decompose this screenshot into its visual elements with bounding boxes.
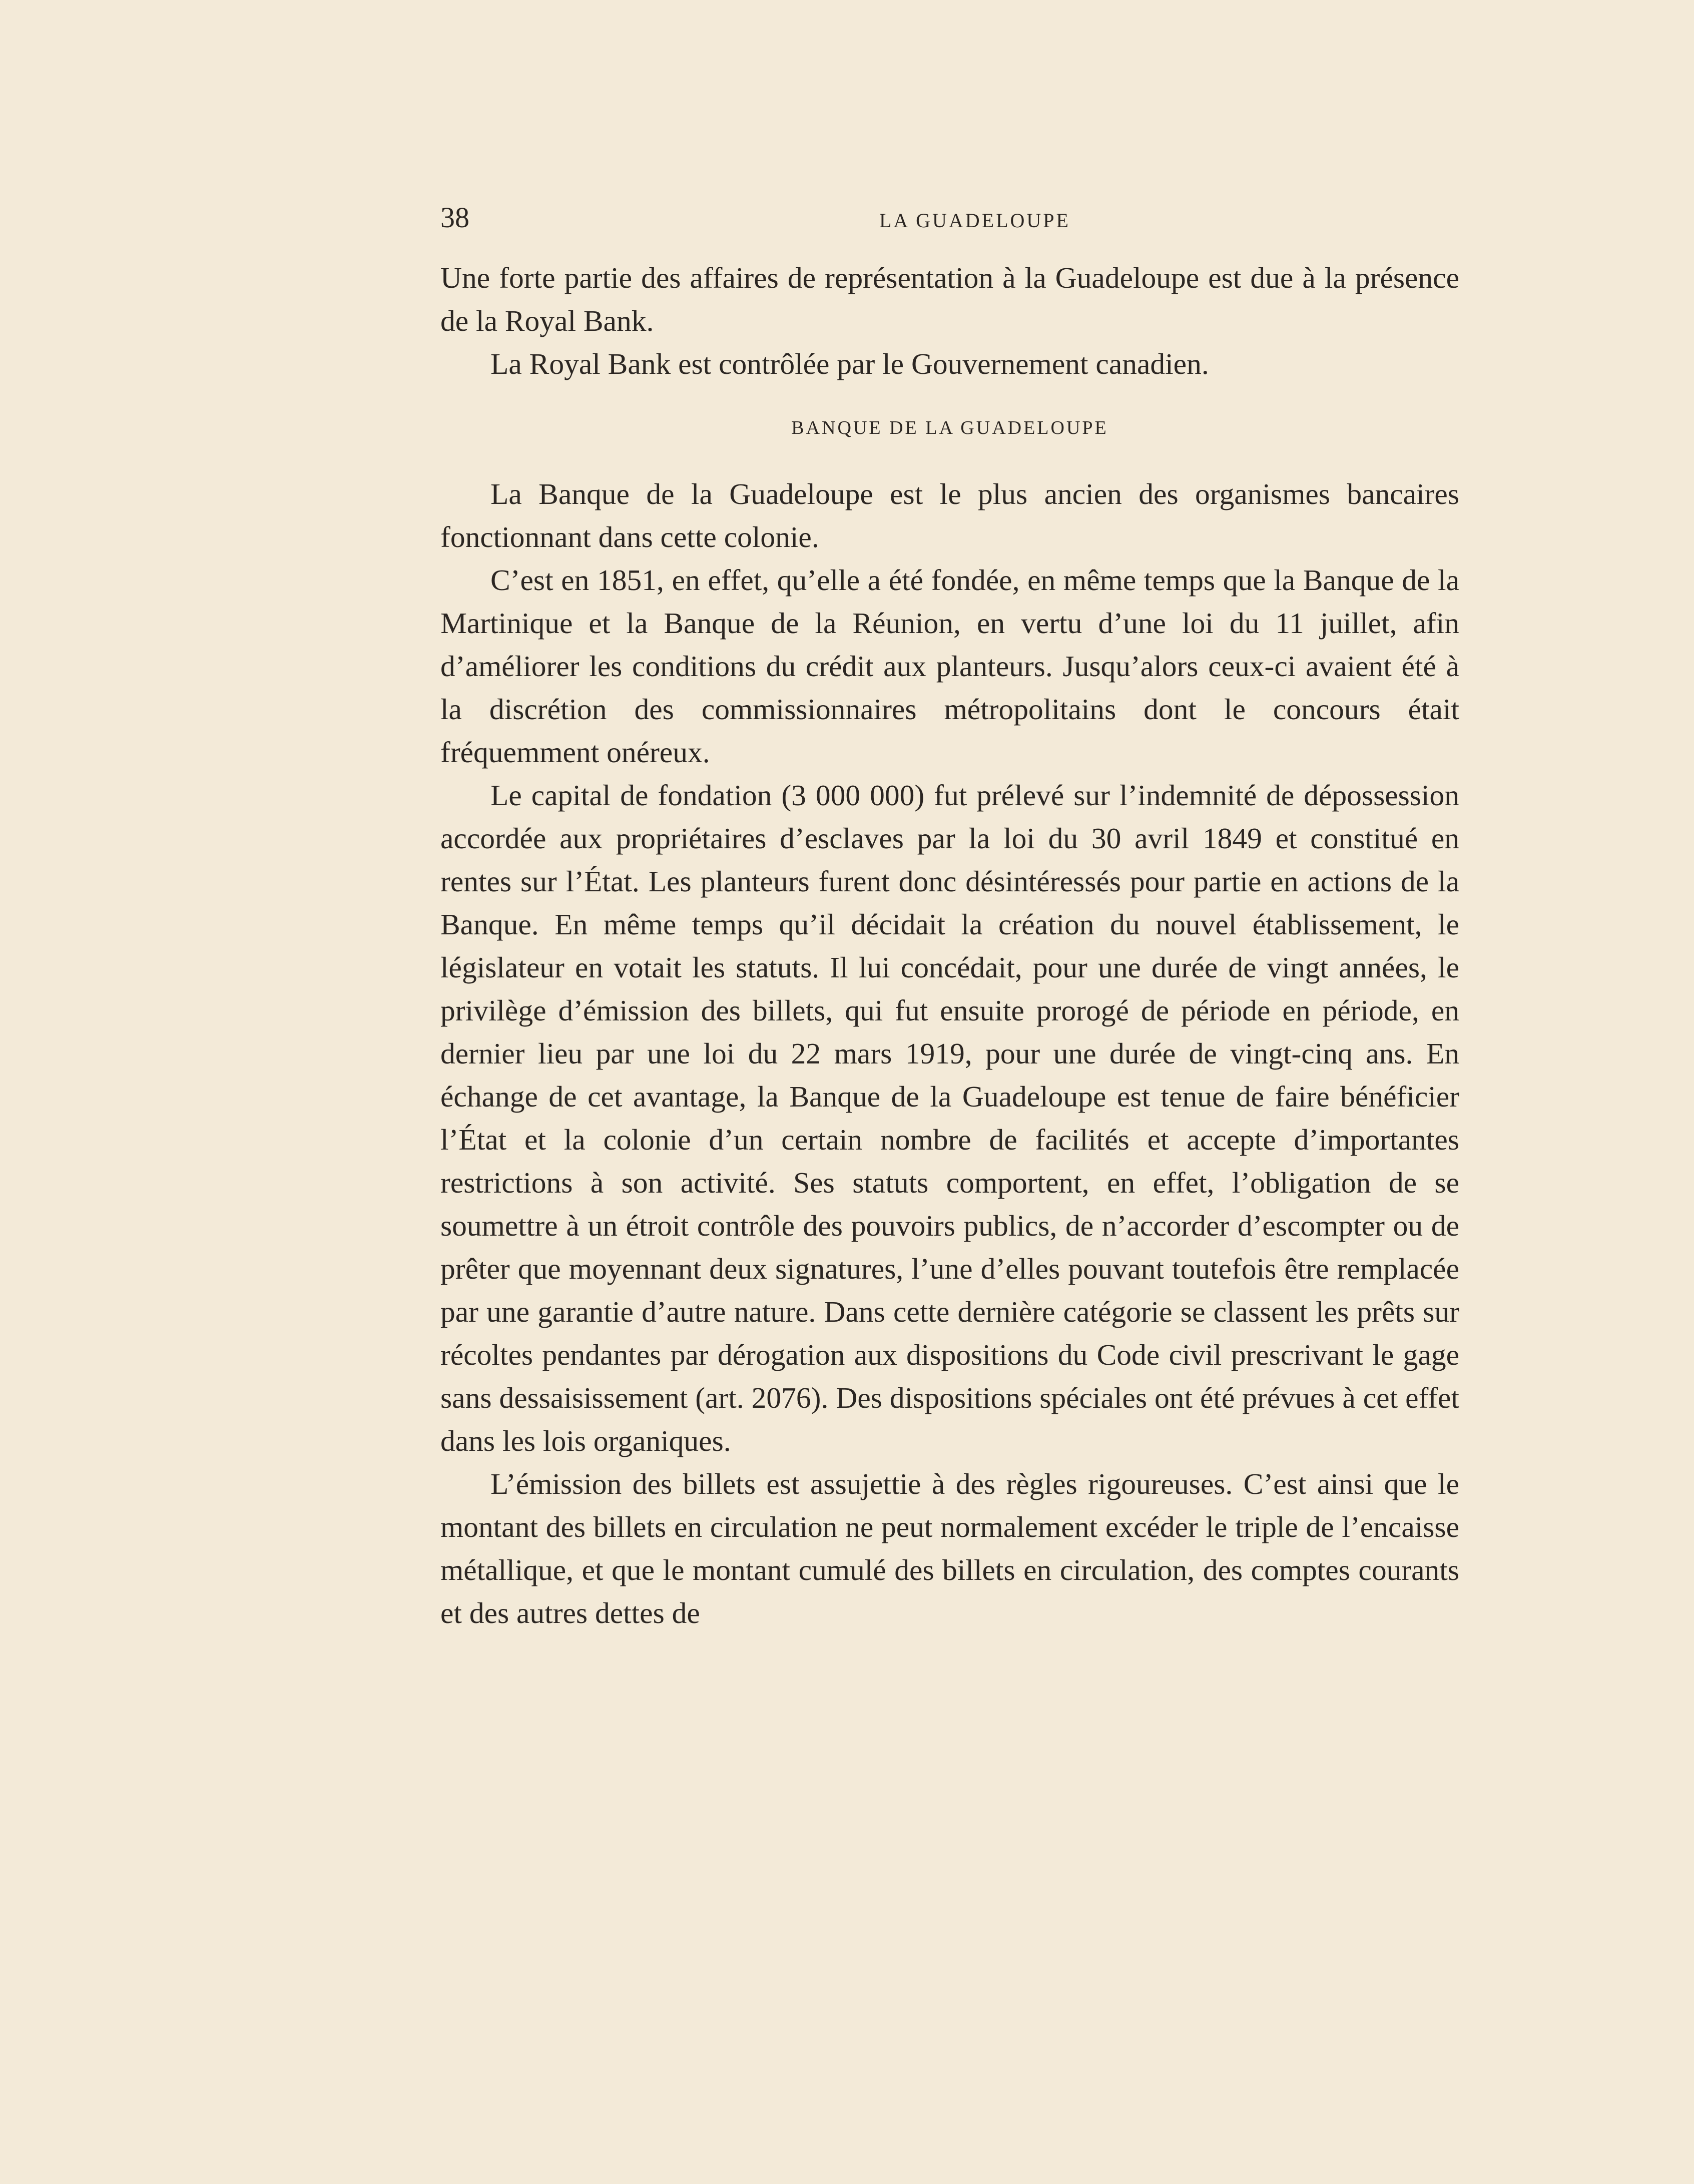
- body-text: [440, 256, 1459, 1634]
- paragraph: La Royal Bank est contrôlée par le Gouvernement canadien.: [490, 347, 1209, 380]
- running-head: [440, 198, 1459, 238]
- paragraph: La Banque de la Guadeloupe est le plus ancien des organismes bancaires fonctionnant dans cette colonie.: [440, 477, 1459, 554]
- paragraph: L’émission des billets est assujettie à des règles rigoureuses. C’est ainsi que le montant des billets en circulation ne peut normalement excéder le triple de l’encaisse métallique, et que le montant cumulé des billets en circulation, des comptes courants et des autres dettes de: [440, 1467, 1459, 1629]
- running-title: LA GUADELOUPE: [879, 209, 1070, 232]
- section-heading: BANQUE DE LA GUADELOUPE: [791, 417, 1108, 438]
- page-number: 38: [440, 201, 469, 234]
- paragraph: Une forte partie des affaires de représentation à la Guadeloupe est due à la présence de la Royal Bank.: [440, 261, 1459, 337]
- paragraph: Le capital de fondation (3 000 000) fut prélevé sur l’indemnité de dépossession accordée aux propriétaires d’esclaves par la loi du 30 avril 1849 et constitué en rentes sur l’État. Les planteurs furent donc désintéressés pour partie en actions de la Banque. En même temps qu’il décidait la création du nouvel établissement, le législateur en votait les statuts. Il lui concédait, pour une durée de vingt années, le privilège d’émission des billets, qui fut ensuite prorogé de période en période, en dernier lieu par une loi du 22 mars 1919, pour une durée de vingt-cinq ans. En échange de cet avantage, la Banque de la Guadeloupe est tenue de faire bénéficier l’État et la colonie d’un certain nombre de facilités et accepte d’importantes restrictions à son activité. Ses statuts comportent, en effet, l’obligation de se soumettre à un étroit contrôle des pouvoirs publics, de n’accorder d’escompter ou de prêter que moyennant deux signatures, l’une d’elles pouvant toutefois être remplacée par une garantie d’autre nature. Dans cette dernière catégorie se classent les prêts sur récoltes pendantes par dérogation aux dispositions du Code civil prescrivant le gage sans dessaisissement (art. 2076). Des dispositions spéciales ont été prévues à cet effet dans les lois organiques.: [440, 779, 1459, 1457]
- paragraph: C’est en 1851, en effet, qu’elle a été fondée, en même temps que la Banque de la Martinique et la Banque de la Réunion, en vertu d’une loi du 11 juillet, afin d’améliorer les conditions du crédit aux planteurs. Jusqu’alors ceux-ci avaient été à la discrétion des commissionnaires métropolitains dont le concours était fréquemment onéreux.: [440, 564, 1459, 769]
